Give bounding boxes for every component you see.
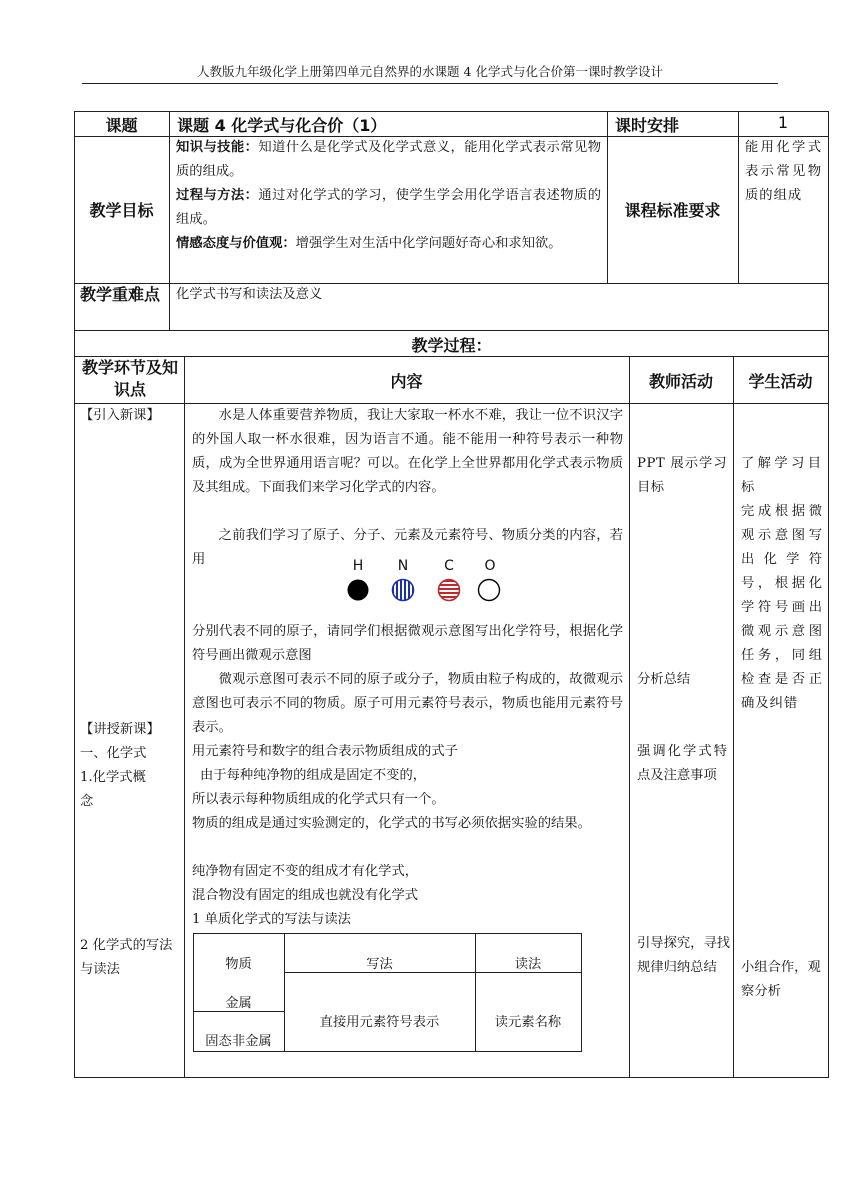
content-p2: 之前我们学习了原子、分子、元素及元素符号、物质分类的内容，若用 [192,528,623,567]
o-atom-icon [479,580,500,601]
keypoints-label: 教学重难点 [80,285,161,304]
atom-label-n: N [397,558,409,574]
c-atom-icon [439,580,460,601]
objectives-label: 教学目标 [89,201,154,220]
content-p1: 水是人体重要营养物质，我让大家取一杯水不难，我让一位不识汉字的外国人取一杯水很难，因为语言不通。能不能用一种符号表示一种物质，成为全世界通用语言呢？可以。在化学上全世界都用化学式表示物质及其组成。下面我们来学习化学式的内容。 [192,408,623,495]
process-title: 教学过程： [411,336,492,355]
objectives-text: 知识与技能：知道什么是化学式及化学式意义，能用化学式表示常见物质的组成。 过程与方法：通过对化学式的学习，使学生学会用化学语言表述物质的组成。 情感态度与价值观：增强学生对生活中化学问题好奇心和求知欲。 [176,140,602,251]
content-l4: 物质的组成是通过实验测定的，化学式的书写必须依据实验的结果。 [192,816,591,831]
col-header-stage: 教学环节及知识点 [81,358,178,399]
h-atom-icon [348,580,369,601]
stage-intro: 【引入新课】 [80,408,160,423]
inner-header-substance: 物质 [225,957,252,972]
col-header-teacher: 教师活动 [648,372,713,391]
schedule-label: 课时安排 [615,116,680,135]
student-activity-1: 了解学习目标 [741,456,823,495]
inner-row-metal: 金属 [225,996,252,1011]
inner-reading-rule: 读元素名称 [494,1015,562,1030]
teacher-activity-3: 强调化学式特点及注意事项 [637,744,727,783]
col-header-content: 内容 [390,372,423,391]
atom-label-h: H [352,558,364,574]
topic-label: 课题 [105,116,138,135]
stage-teach: 【讲授新课】 [80,722,160,737]
stage-sec1-1: 1.化学式概念 [80,770,146,809]
content-l2: 由于每种纯净物的组成是固定不变的， [200,768,427,783]
stage-sec2: 2 化学式的写法与读法 [80,938,173,977]
content-p4: 微观示意图可表示不同的原子或分子，物质由粒子构成的，故微观示意图也可表示不同的物质。原子可用元素符号表示，物质也能用元素符号表示。 [192,672,623,735]
col-header-student: 学生活动 [748,372,813,391]
inner-row-nonmetal: 固态非金属 [205,1034,272,1049]
student-activity-2: 完成根据微观示意图写出化学符号，根据化学符号画出微观示意图任务，同组检查是否正确及纠错 [741,504,823,711]
page-header: 人教版九年级化学上册第四单元自然界的水课题 4 化学式与化合价第一课时教学设计 [197,64,663,79]
content-l5: 纯净物有固定不变的组成才有化学式， [192,864,419,879]
content-l6: 混合物没有固定的组成也就没有化学式 [192,888,419,903]
atom-label-c: C [444,558,454,574]
teacher-activity-2: 分析总结 [637,672,691,687]
content-l7: 1 单质化学式的写法与读法 [192,912,351,927]
stage-sec1: 一、化学式 [80,746,147,761]
schedule-value: 1 [777,113,789,132]
header-rule [82,83,778,84]
content-definition: 用元素符号和数字的组合表示物质组成的式子 [192,744,458,759]
n-atom-icon [393,580,414,601]
content-l3: 所以表示每种物质组成的化学式只有一个。 [192,792,445,807]
standard-text: 能用化学式表示常见物质的组成 [745,140,822,203]
atom-circles [340,576,510,606]
standard-label: 课程标准要求 [624,201,721,220]
topic-title: 课题 4 化学式与化合价（1） [177,116,387,135]
teacher-activity-1: PPT 展示学习目标 [637,456,727,495]
inner-header-writing: 写法 [366,957,393,972]
student-activity-3: 小组合作，观察分析 [741,960,821,999]
content-p3: 分别代表不同的原子，请同学们根据微观示意图写出化学符号，根据化学符号画出微观示意图 [192,624,623,663]
inner-writing-rule: 直接用元素符号表示 [319,1015,440,1030]
keypoints-text: 化学式书写和读法及意义 [176,287,323,302]
atom-label-o: O [484,558,496,574]
teacher-activity-4: 引导探究，寻找规律归纳总结 [637,936,731,975]
inner-header-reading: 读法 [514,957,542,972]
